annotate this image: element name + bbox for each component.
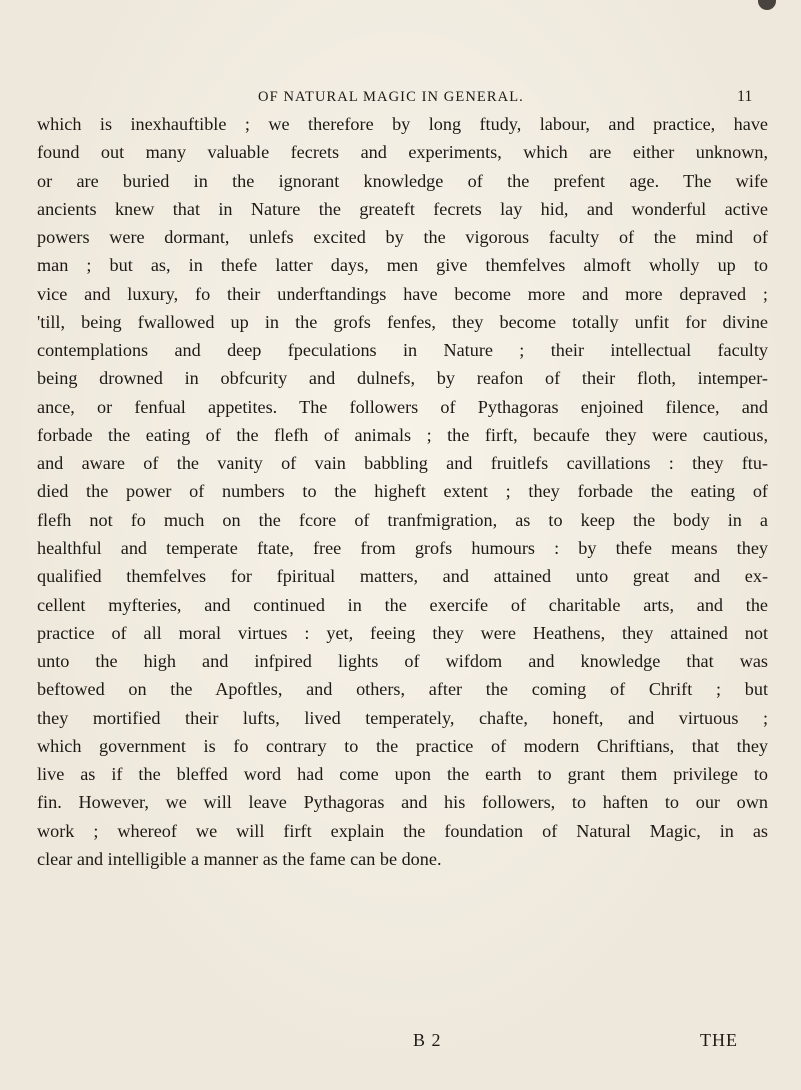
- ink-blot-mark: [758, 0, 776, 10]
- text-line: they mortified their lufts, lived temperately, chafte, honeft, and virtuous ;: [37, 707, 768, 728]
- text-line: man ; but as, in thefe latter days, men give themfelves almoft wholly up to: [37, 255, 768, 276]
- text-line: cellent myfteries, and continued in the exercife of charitable arts, and the: [37, 594, 768, 615]
- text-line: or are buried in the ignorant knowledge of the prefent age. The wife: [37, 170, 768, 191]
- signature-mark: B 2: [413, 1030, 442, 1050]
- text-line: 'till, being fwallowed up in the grofs fenfes, they become totally unfit for divine: [37, 311, 768, 332]
- catchword: THE: [700, 1030, 738, 1050]
- text-line: powers were dormant, unlefs excited by the vigorous faculty of the mind of: [37, 227, 768, 248]
- text-line: which is inexhauftible ; we therefore by long ftudy, labour, and practice, have: [37, 114, 768, 134]
- text-line: being drowned in obfcurity and dulnefs, by reafon of their floth, intemper-: [37, 368, 768, 389]
- text-line: qualified themfelves for fpiritual matters, and attained unto great and ex-: [37, 566, 768, 587]
- text-line: flefh not fo much on the fcore of tranfmigration, as to keep the body in a: [37, 509, 768, 530]
- text-line: vice and luxury, fo their underftandings have become more and more depraved ;: [37, 283, 768, 304]
- text-line: ance, or fenfual appetites. The followers of Pythagoras enjoined filence, and: [37, 396, 768, 417]
- text-line: live as if the bleffed word had come upon the earth to grant them privilege to: [37, 764, 768, 785]
- text-line: clear and intelligible a manner as the fame can be done.: [37, 848, 442, 869]
- text-line: unto the high and infpired lights of wifdom and knowledge that was: [37, 651, 768, 672]
- text-line: fin. However, we will leave Pythagoras and his followers, to haften to our own: [37, 792, 768, 813]
- text-line: died the power of numbers to the higheft extent ; they forbade the eating of: [37, 481, 768, 502]
- text-line: healthful and temperate ftate, free from grofs humours : by thefe means they: [37, 537, 768, 558]
- page-number: 11: [737, 88, 753, 105]
- text-line: which government is fo contrary to the practice of modern Chriftians, that they: [37, 735, 768, 756]
- text-line: practice of all moral virtues : yet, feeing they were Heathens, they attained not: [37, 622, 768, 643]
- body-text: [37, 110, 768, 873]
- text-line: forbade the eating of the flefh of animals ; the firft, becaufe they were cautious,: [37, 424, 768, 445]
- text-line: ancients knew that in Nature the greateft fecrets lay hid, and wonderful active: [37, 198, 768, 219]
- text-line: found out many valuable fecrets and experiments, which are either unknown,: [37, 142, 768, 163]
- text-line: beftowed on the Apoftles, and others, after the coming of Chrift ; but: [37, 679, 768, 700]
- text-line: work ; whereof we will firft explain the foundation of Natural Magic, in as: [37, 820, 768, 841]
- text-line: and aware of the vanity of vain babbling and fruitlefs cavillations : they ftu-: [37, 453, 768, 474]
- text-line: contemplations and deep fpeculations in Nature ; their intellectual faculty: [37, 340, 768, 361]
- running-head: OF NATURAL MAGIC IN GENERAL.: [258, 89, 524, 105]
